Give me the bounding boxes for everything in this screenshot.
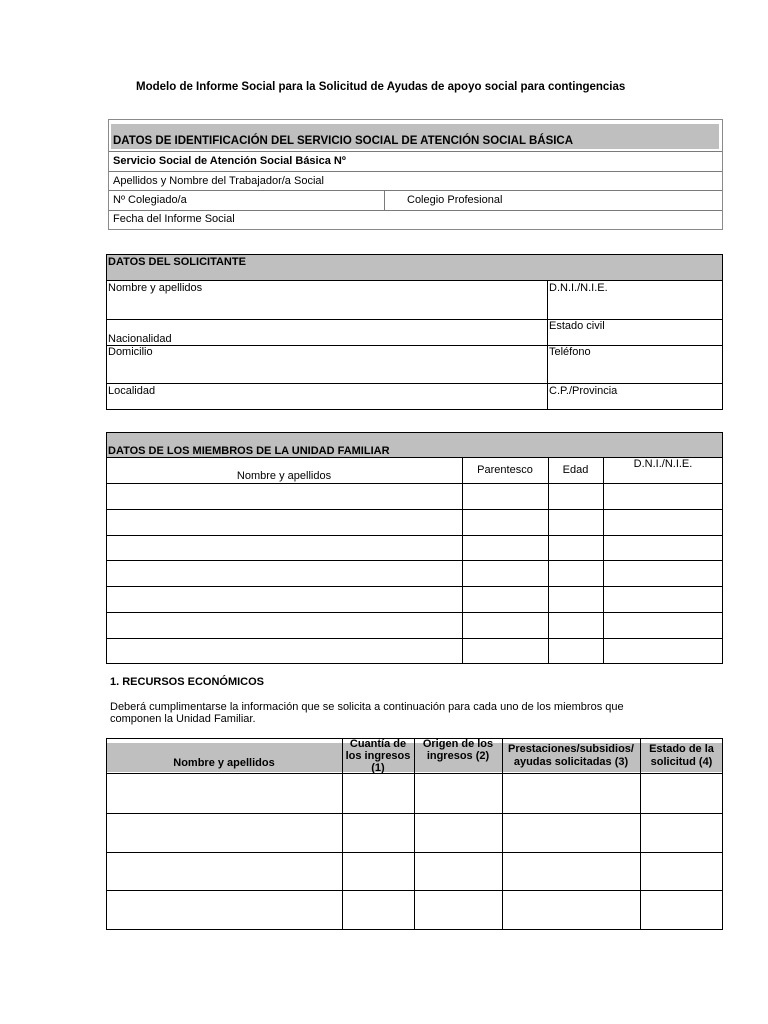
colegiado-label: Nº Colegiado/a bbox=[113, 194, 187, 206]
localidad-label: Localidad bbox=[108, 385, 156, 397]
col-econ-origen: Origen de los ingresos (2) bbox=[422, 738, 494, 762]
col-econ-cuantia: Cuantía de los ingresos (1) bbox=[345, 738, 411, 774]
col-edad: Edad bbox=[562, 464, 589, 476]
identification-header: DATOS DE IDENTIFICACIÓN DEL SERVICIO SOCIAL DE ATENCIÓN SOCIAL BÁSICA bbox=[113, 135, 574, 147]
telefono-label: Teléfono bbox=[549, 346, 591, 358]
nombre-apellidos-label: Nombre y apellidos bbox=[108, 282, 203, 294]
dni-label: D.N.I./N.I.E. bbox=[549, 282, 608, 294]
colegio-profesional-label: Colegio Profesional bbox=[407, 194, 503, 206]
col-econ-estado: Estado de la solicitud (4) bbox=[649, 743, 714, 768]
recursos-economicos-heading: 1. RECURSOS ECONÓMICOS bbox=[110, 676, 265, 688]
col-econ-prestaciones: Prestaciones/subsidios/ ayudas solicitadas (3) bbox=[508, 743, 634, 768]
fecha-informe-label: Fecha del Informe Social bbox=[113, 213, 235, 225]
page-title: Modelo de Informe Social para la Solicitud de Ayudas de apoyo social para contingencias bbox=[136, 81, 626, 93]
col-parentesco: Parentesco bbox=[477, 464, 533, 476]
estado-civil-label: Estado civil bbox=[549, 320, 605, 332]
instruction-text-1: Deberá cumplimentarse la información que se solicita a continuación para cada uno de los miembros que bbox=[110, 701, 624, 713]
trabajador-social-label: Apellidos y Nombre del Trabajador/a Social bbox=[113, 175, 324, 187]
domicilio-label: Domicilio bbox=[108, 346, 153, 358]
family-header: DATOS DE LOS MIEMBROS DE LA UNIDAD FAMILIAR bbox=[108, 445, 390, 457]
instruction-text-2: componen la Unidad Familiar. bbox=[110, 713, 256, 725]
col-econ-nombre: Nombre y apellidos bbox=[173, 757, 275, 769]
nacionalidad-label: Nacionalidad bbox=[108, 333, 172, 345]
cp-provincia-label: C.P./Provincia bbox=[549, 385, 618, 397]
servicio-social-label: Servicio Social de Atención Social Básica Nº bbox=[113, 155, 346, 167]
applicant-header: DATOS DEL SOLICITANTE bbox=[108, 256, 246, 268]
col-dni: D.N.I./N.I.E. bbox=[633, 458, 693, 470]
col-nombre-apellidos: Nombre y apellidos bbox=[236, 470, 332, 482]
